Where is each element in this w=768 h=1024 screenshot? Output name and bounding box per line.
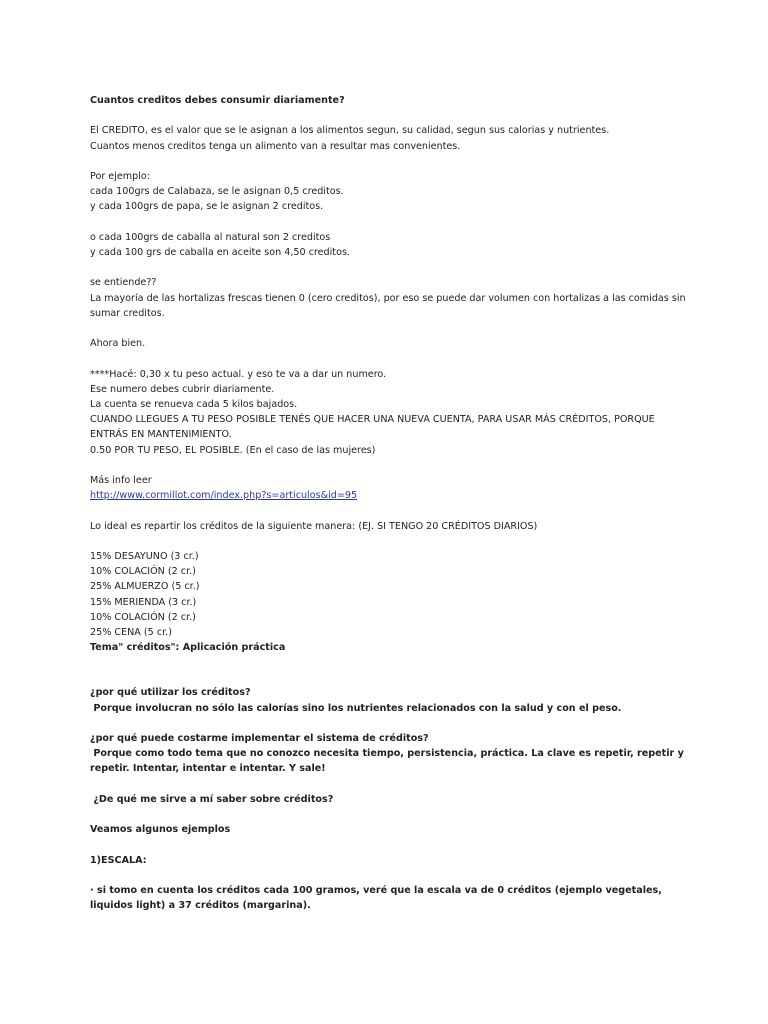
hortalizas-paragraph: La mayoría de las hortalizas frescas tienen 0 (cero creditos), por eso se puede dar volumen con hortalizas a las comidas sin sumar creditos. — [90, 292, 686, 319]
distribution-item: 25% CENA (5 cr.) — [90, 626, 172, 638]
question-1: ¿por qué utilizar los créditos? — [90, 687, 251, 699]
example-line: y cada 100 grs de caballa en aceite son 4,50 creditos. — [90, 246, 350, 258]
more-info-label: Más info leer — [90, 474, 152, 486]
question-2: ¿por qué puede costarme implementar el sistema de créditos? — [90, 732, 429, 744]
document-title: Cuantos creditos debes consumir diariamente? — [90, 95, 345, 106]
intro-line: Cuantos menos creditos tenga un alimento van a resultar mas convenientes. — [90, 140, 461, 152]
distribution-intro: Lo ideal es repartir los créditos de la siguiente manera: (EJ. SI TENGO 20 CRÉDITOS DIARIOS) — [90, 520, 538, 532]
distribution-item: 15% MERIENDA (3 cr.) — [90, 596, 197, 608]
example-heading: Por ejemplo: — [90, 170, 150, 182]
ahora-line: Ahora bien. — [90, 338, 146, 350]
section-1-heading: 1)ESCALA: — [90, 854, 147, 866]
caps-note: CUANDO LLEGUES A TU PESO POSIBLE TENÉS QUE HACER UNA NUEVA CUENTA, PARA USAR MÁS CRÉDITOS, PORQUE ENTRÁS EN MANTENIMIENTO. — [90, 414, 655, 441]
distribution-item: 15% DESAYUNO (3 cr.) — [90, 550, 199, 562]
example-line: o cada 100grs de caballa al natural son 2 creditos — [90, 231, 331, 243]
distribution-item: 10% COLACIÓN (2 cr.) — [90, 611, 196, 623]
example-line: cada 100grs de Calabaza, se le asignan 0,5 creditos. — [90, 186, 344, 198]
calc-line: La cuenta se renueva cada 5 kilos bajados. — [90, 398, 298, 410]
examples-heading: Veamos algunos ejemplos — [90, 824, 231, 836]
cormillot-link[interactable]: http://www.cormillot.com/index.php?s=articulos&id=95 — [90, 490, 358, 502]
question-3: ¿De qué me sirve a mí saber sobre créditos? — [90, 793, 334, 805]
example-line: y cada 100grs de papa, se le asignan 2 creditos. — [90, 201, 324, 213]
answer-1: Porque involucran no sólo las calorías sino los nutrientes relacionados con la salud y con el peso. — [90, 702, 622, 714]
document-body — [90, 93, 690, 913]
tema-heading: Tema" créditos": Aplicación práctica — [90, 642, 286, 654]
calc-line: ****Hacé: 0,30 x tu peso actual. y eso te va a dar un numero. — [90, 368, 387, 380]
calc-line: Ese numero debes cubrir diariamente. — [90, 383, 275, 395]
women-note: 0.50 POR TU PESO, EL POSIBLE. (En el caso de las mujeres) — [90, 444, 376, 456]
section-1-text: · si tomo en cuenta los créditos cada 100 gramos, veré que la escala va de 0 créditos (ejemplo vegetales, liquidos light) a 37 créditos (margarina). — [90, 884, 662, 912]
understand-line: se entiende?? — [90, 277, 157, 289]
answer-2: Porque como todo tema que no conozco necesita tiempo, persistencia, práctica. La clave es repetir, repetir y repetir. Intentar, intentar e intentar. Y sale! — [90, 748, 688, 775]
intro-line: El CREDITO, es el valor que se le asignan a los alimentos segun, su calidad, segun sus calorias y nutrientes. — [90, 125, 610, 137]
distribution-item: 10% COLACIÓN (2 cr.) — [90, 566, 196, 578]
distribution-item: 25% ALMUERZO (5 cr.) — [90, 581, 200, 593]
